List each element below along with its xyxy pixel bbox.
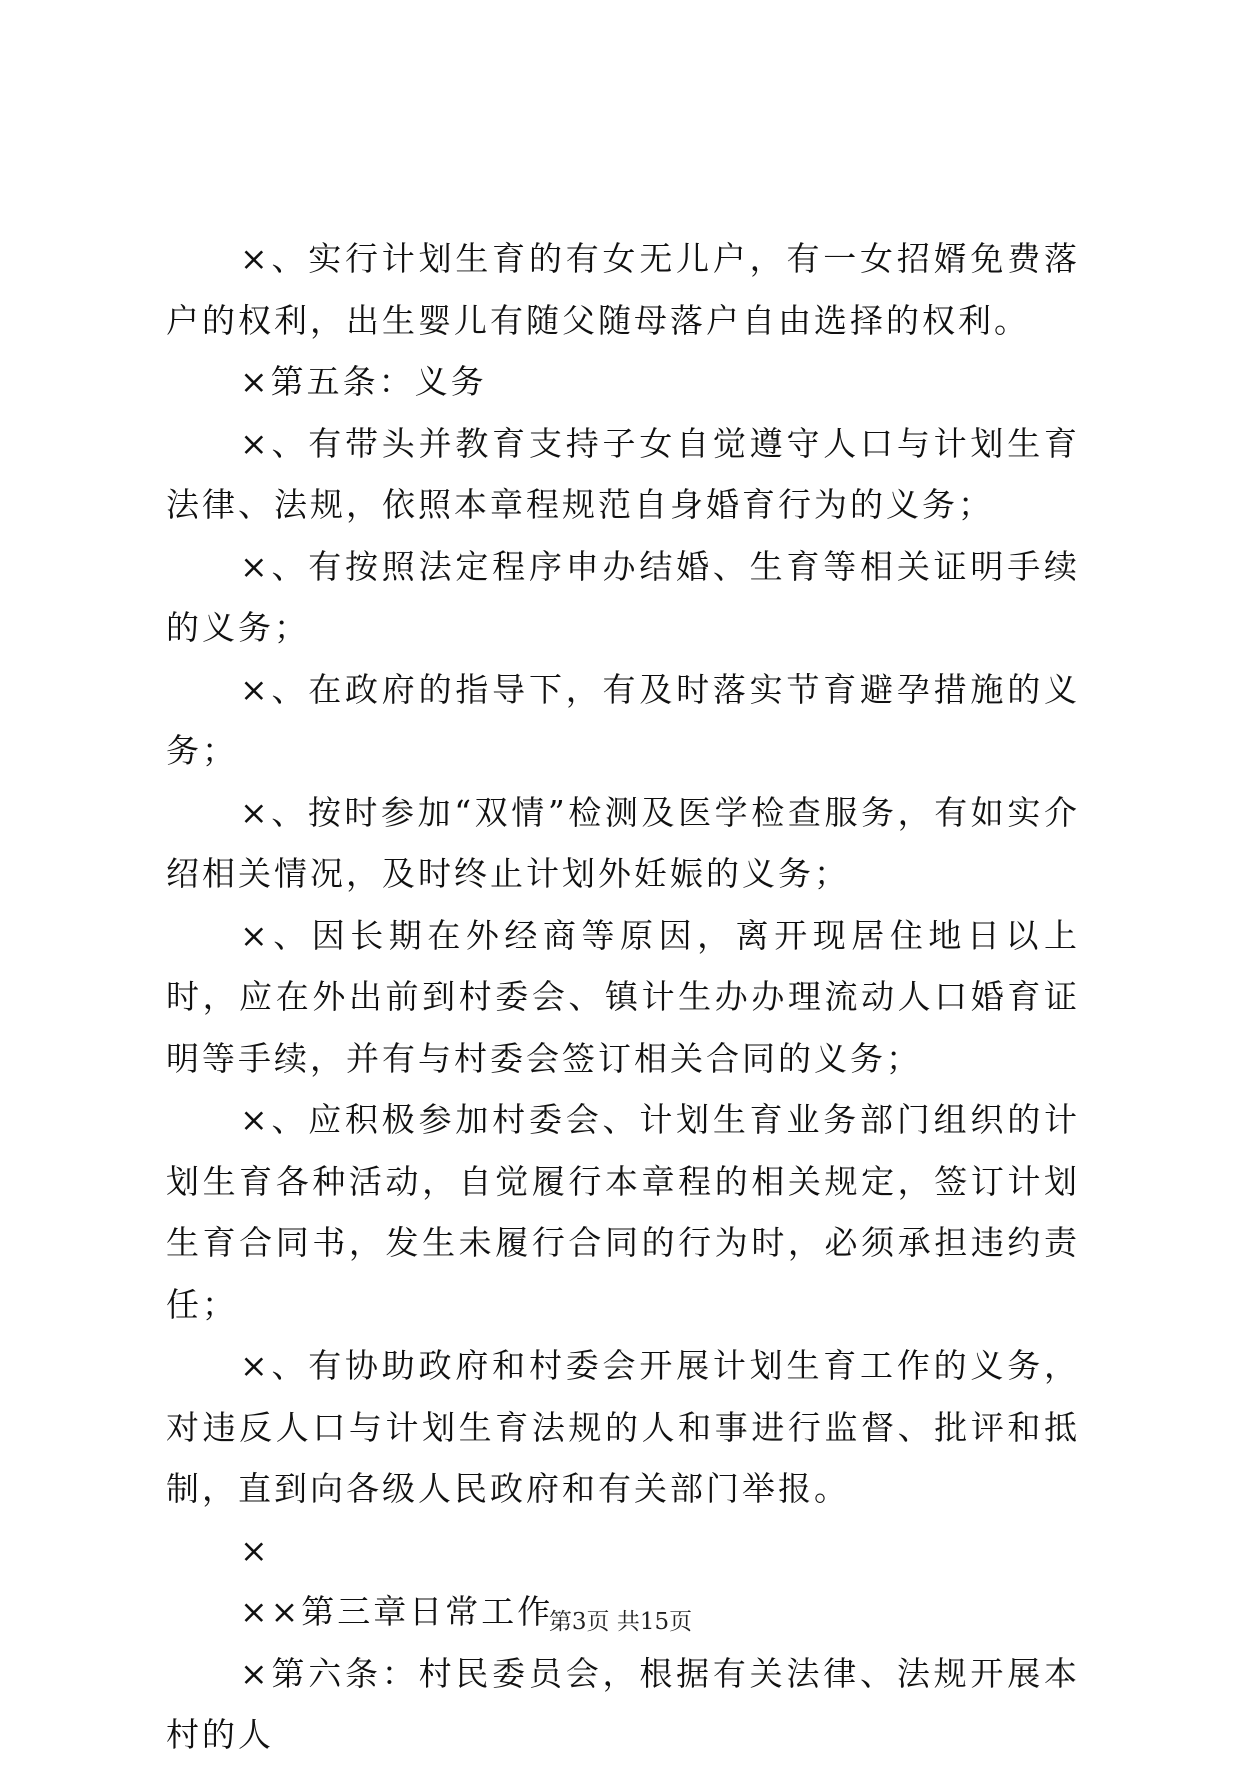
- paragraph-duty-contraception: ×、在政府的指导下，有及时落实节育避孕措施的义务；: [166, 669, 1080, 770]
- page-footer: 第3页 共15页: [548, 1609, 693, 1635]
- paragraph-duty-obey-law: ×、有带头并教育支持子女自觉遵守人口与计划生育法律、法规，依照本章程规范自身婚育行为的义务；: [166, 423, 1080, 524]
- document-body: [166, 228, 1080, 1766]
- paragraph-chapter-3-heading: ××第三章日常工作: [240, 1592, 554, 1631]
- paragraph-article-6: ×第六条：村民委员会，根据有关法律、法规开展本村的人: [166, 1653, 1080, 1754]
- paragraph-right-to-register-household: ×、实行计划生育的有女无儿户，有一女招婿免费落户的权利，出生婴儿有随父随母落户自由选择的权利。: [166, 239, 1080, 340]
- paragraph-duty-participate-activities: ×、应积极参加村委会、计划生育业务部门组织的计划生育各种活动，自觉履行本章程的相关规定，签订计划生育合同书，发生未履行合同的行为时，必须承担违约责任；: [166, 1100, 1080, 1324]
- paragraph-duty-migrant-registration: ×、因长期在外经商等原因，离开现居住地日以上时，应在外出前到村委会、镇计生办办理流动人口婚育证明等手续，并有与村委会签订相关合同的义务；: [166, 915, 1080, 1078]
- paragraph-marker: ×: [240, 1530, 271, 1570]
- paragraph-duty-certificates: ×、有按照法定程序申办结婚、生育等相关证明手续的义务；: [166, 546, 1080, 647]
- paragraph-duty-checkups: ×、按时参加“双情”检测及医学检查服务，有如实介绍相关情况，及时终止计划外妊娠的义务；: [166, 792, 1080, 893]
- paragraph-duty-assist-government: ×、有协助政府和村委会开展计划生育工作的义务，对违反人口与计划生育法规的人和事进行监督、批评和抵制，直到向各级人民政府和有关部门举报。: [166, 1346, 1080, 1508]
- paragraph-article-5-heading: ×第五条：义务: [240, 362, 487, 401]
